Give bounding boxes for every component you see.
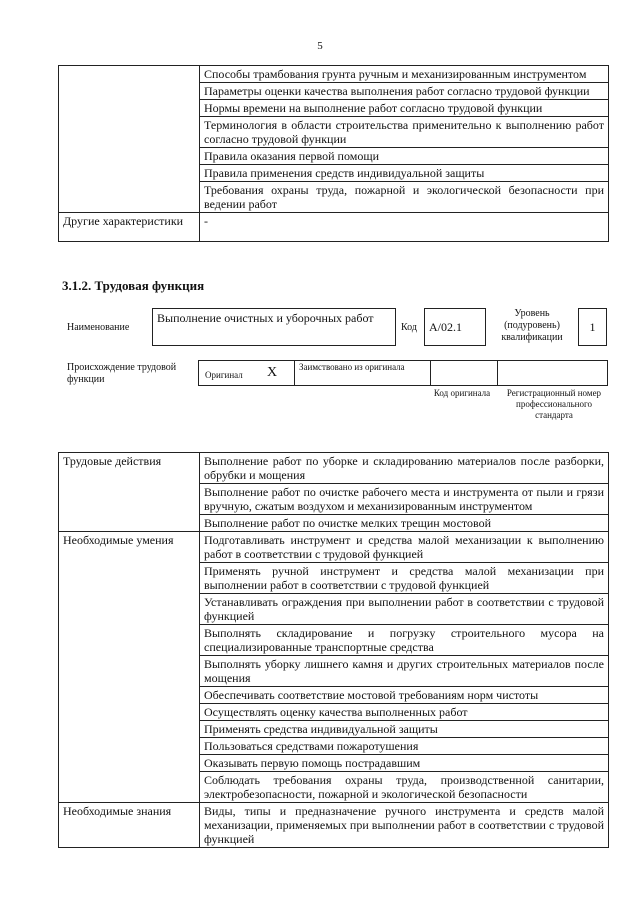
labor-function-table <box>58 452 609 848</box>
divider <box>294 361 295 385</box>
knowledge-item: Параметры оценки качества выполнения работ согласно трудовой функции <box>200 83 609 100</box>
table-row <box>59 532 609 563</box>
knowledge-item: Требования охраны труда, пожарной и экологической безопасности при ведении работ <box>200 182 609 213</box>
level-value-box <box>578 308 607 346</box>
section-item: Виды, типы и предназначение ручного инструмента и средств малой механизации, применяемых при выполнении работ в соответствии с трудовой функцией <box>200 803 609 848</box>
section-item: Обеспечивать соответствие мостовой требованиям норм чистоты <box>200 687 609 704</box>
original-label: Оригинал <box>205 370 243 380</box>
divider <box>497 361 498 385</box>
section-item: Оказывать первую помощь пострадавшим <box>200 755 609 772</box>
section-item: Осуществлять оценку качества выполненных работ <box>200 704 609 721</box>
table-row <box>59 453 609 484</box>
level-value: 1 <box>589 320 596 334</box>
borrowed-label: Заимствовано из оригинала <box>299 362 405 372</box>
knowledge-item: Правила применения средств индивидуальной защиты <box>200 165 609 182</box>
code-label: Код <box>401 322 417 333</box>
section-label: Трудовые действия <box>59 453 200 532</box>
level-label: Уровень (подуровень) квалификации <box>501 308 563 343</box>
table-row <box>59 66 609 83</box>
code-original-label: Код оригинала <box>433 388 491 398</box>
section-item: Применять ручной инструмент и средства малой механизации при выполнении работ в соответствии с трудовой функцией <box>200 563 609 594</box>
name-label: Наименование <box>67 322 130 333</box>
name-value-box <box>152 308 396 346</box>
origin-label: Происхождение трудовой функции <box>67 362 177 385</box>
original-mark: X <box>267 365 278 380</box>
section-item: Подготавливать инструмент и средства малой механизации к выполнению работ в соответствии с трудовой функцией <box>200 532 609 563</box>
divider <box>430 361 431 385</box>
section-item: Применять средства индивидуальной защиты <box>200 721 609 738</box>
table-row <box>59 803 609 848</box>
empty-label-cell <box>59 66 200 213</box>
knowledge-continuation-table <box>58 65 609 242</box>
section-item: Выполнять уборку лишнего камня и других строительных материалов после мощения <box>200 656 609 687</box>
name-value: Выполнение очистных и уборочных работ <box>157 311 374 325</box>
section-item: Выполнение работ по очистке рабочего места и инструмента от пыли и грязи вручную, сжатым воздухом и механизированным инструментом <box>200 484 609 515</box>
page-number: 5 <box>317 40 323 52</box>
knowledge-item: Правила оказания первой помощи <box>200 148 609 165</box>
code-value-box <box>424 308 486 346</box>
origin-row <box>198 360 608 386</box>
reg-number-label: Регистрационный номер профессионального стандарта <box>506 388 602 420</box>
table-row <box>59 213 609 242</box>
knowledge-item: Способы трамбования грунта ручным и механизированным инструментом <box>200 66 609 83</box>
section-label: Необходимые умения <box>59 532 200 803</box>
knowledge-item: Терминология в области строительства применительно к выполнению работ согласно трудовой функции <box>200 117 609 148</box>
code-value: A/02.1 <box>429 320 462 334</box>
section-item: Соблюдать требования охраны труда, производственной санитарии, электробезопасности, пожарной и экологической безопасности <box>200 772 609 803</box>
section-item: Пользоваться средствами пожаротушения <box>200 738 609 755</box>
knowledge-item: Нормы времени на выполнение работ согласно трудовой функции <box>200 100 609 117</box>
section-item: Выполнение работ по уборке и складированию материалов после разборки, обрубки и мощения <box>200 453 609 484</box>
other-characteristics-value: - <box>200 213 609 242</box>
section-item: Выполнять складирование и погрузку строительного мусора на специализированные транспортные средства <box>200 625 609 656</box>
other-characteristics-label: Другие характеристики <box>59 213 200 242</box>
section-label: Необходимые знания <box>59 803 200 848</box>
section-item: Выполнение работ по очистке мелких трещин мостовой <box>200 515 609 532</box>
section-title: 3.1.2. Трудовая функция <box>62 278 205 293</box>
section-item: Устанавливать ограждения при выполнении работ в соответствии с трудовой функцией <box>200 594 609 625</box>
